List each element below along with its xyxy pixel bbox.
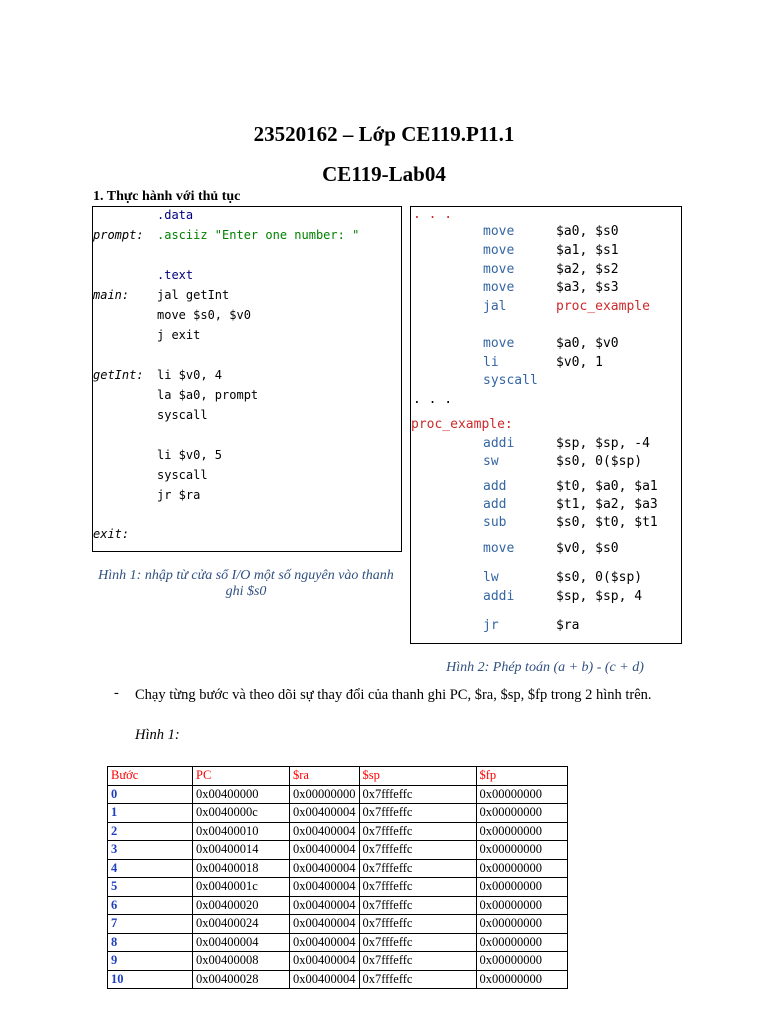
code-args: $a3, $s3 (556, 280, 619, 295)
table-cell: 0x00400004 (290, 915, 360, 934)
page-subtitle: CE119-Lab04 (322, 162, 446, 186)
table-cell: 6 (108, 896, 193, 915)
table-row (108, 822, 568, 841)
table-cell: 1 (108, 804, 193, 823)
code-op: move (483, 541, 515, 556)
table-cell: 0x0040000c (193, 804, 290, 823)
code-line: la $a0, prompt (157, 388, 259, 402)
code-op: jr (483, 618, 499, 633)
table-cell: 0x00400004 (290, 841, 360, 860)
section-heading: 1. Thực hành với thủ tục (93, 189, 241, 204)
col-header-fp: $fp (476, 767, 567, 786)
code-op: sw (483, 454, 499, 469)
table-cell: 7 (108, 915, 193, 934)
table-cell: 0x00400004 (290, 933, 360, 952)
code-label: main: (93, 288, 130, 302)
code-op: move (483, 224, 515, 239)
table-cell: 0x00000000 (476, 859, 567, 878)
code-line: li $v0, 5 (157, 448, 223, 462)
table-cell: 9 (108, 952, 193, 971)
code-op: move (483, 243, 515, 258)
code-args: $sp, $sp, 4 (556, 589, 643, 604)
col-header-step: Bước (108, 767, 193, 786)
table-cell: 0x00400004 (290, 952, 360, 971)
table-row (108, 896, 568, 915)
code-label: getInt: (93, 368, 144, 382)
code-line: syscall (157, 468, 208, 482)
code-args: $s0, 0($sp) (556, 454, 643, 469)
page-title: 23520162 – Lớp CE119.P11.1 (253, 122, 515, 146)
code-line: move $s0, $v0 (157, 308, 251, 322)
bullet-marker: - (114, 685, 119, 701)
col-header-sp: $sp (359, 767, 476, 786)
table-cell: 0x00000000 (476, 915, 567, 934)
code-op: add (483, 497, 507, 512)
table-cell: 0x7fffeffc (359, 915, 476, 934)
code-args: $ra (556, 618, 580, 633)
table-cell: 8 (108, 933, 193, 952)
code-args: $a2, $s2 (556, 262, 619, 277)
table-row (108, 859, 568, 878)
code-args: $sp, $sp, -4 (556, 436, 650, 451)
table-cell: 0x00400004 (290, 804, 360, 823)
code-line: syscall (157, 408, 208, 422)
code-args: $t0, $a0, $a1 (556, 479, 658, 494)
code-op: syscall (483, 373, 538, 388)
bullet-text: Chạy từng bước và theo dõi sự thay đổi của thanh ghi PC, $ra, $sp, $fp trong 2 hình trên. (135, 687, 652, 703)
code-ellipsis: . . . (413, 392, 453, 407)
table-header-row (108, 767, 568, 786)
code-op: addi (483, 436, 515, 451)
table-cell: 0x00000000 (290, 785, 360, 804)
table-row (108, 915, 568, 934)
code-op: sub (483, 515, 507, 530)
table-cell: 0x7fffeffc (359, 933, 476, 952)
table-cell: 0x00400004 (193, 933, 290, 952)
table-cell: 0x00000000 (476, 822, 567, 841)
code-line: .asciiz "Enter one number: " (157, 228, 360, 242)
table-cell: 0x00000000 (476, 841, 567, 860)
table-row (108, 878, 568, 897)
table-cell: 0x00400018 (193, 859, 290, 878)
code-args: $a0, $s0 (556, 224, 619, 239)
code-line: li $v0, 4 (157, 368, 223, 382)
table-cell: 0x00400004 (290, 970, 360, 989)
code-op: jal (483, 299, 507, 314)
col-header-ra: $ra (290, 767, 360, 786)
table-cell: 3 (108, 841, 193, 860)
figure1-code-box (92, 206, 402, 552)
table-cell: 0x00400024 (193, 915, 290, 934)
figure2-caption: Hình 2: Phép toán (a + b) - (c + d) (446, 660, 644, 675)
table-row (108, 952, 568, 971)
col-header-pc: PC (193, 767, 290, 786)
code-op: addi (483, 589, 515, 604)
code-args: $v0, 1 (556, 355, 603, 370)
code-op: move (483, 280, 515, 295)
table-cell: 0x00400010 (193, 822, 290, 841)
code-op: lw (483, 570, 499, 585)
table-cell: 0x7fffeffc (359, 804, 476, 823)
code-line: j exit (157, 328, 201, 342)
table-cell: 0x00400014 (193, 841, 290, 860)
table-cell: 0x00000000 (476, 785, 567, 804)
code-ellipsis: . . . (413, 207, 453, 222)
code-op: add (483, 479, 507, 494)
table-cell: 0x7fffeffc (359, 970, 476, 989)
table-cell: 0x00000000 (476, 896, 567, 915)
table-cell: 0x00000000 (476, 933, 567, 952)
code-args: $a0, $v0 (556, 336, 619, 351)
figure1-caption: Hình 1: nhập từ cửa sổ I/O một số nguyên vào thanh ghi $s0 (98, 568, 394, 599)
code-args: $t1, $a2, $a3 (556, 497, 658, 512)
code-args: $a1, $s1 (556, 243, 619, 258)
table-cell: 0x00400004 (290, 822, 360, 841)
table-cell: 0x00000000 (476, 878, 567, 897)
bullet-sublabel: Hình 1: (135, 727, 180, 743)
code-label: prompt: (93, 228, 144, 242)
table-row (108, 841, 568, 860)
code-label: exit: (93, 527, 130, 541)
code-line: jal getInt (157, 288, 230, 302)
table-cell: 0x00400028 (193, 970, 290, 989)
table-cell: 0x00400020 (193, 896, 290, 915)
table-cell: 0x7fffeffc (359, 878, 476, 897)
table-cell: 0x7fffeffc (359, 952, 476, 971)
code-label: proc_example: (411, 417, 513, 432)
table-cell: 0x7fffeffc (359, 822, 476, 841)
table-cell: 0x7fffeffc (359, 859, 476, 878)
table-row (108, 933, 568, 952)
table-cell: 0x00000000 (476, 804, 567, 823)
table-cell: 5 (108, 878, 193, 897)
code-op: li (483, 355, 499, 370)
table-cell: 4 (108, 859, 193, 878)
code-args: proc_example (556, 299, 650, 314)
table-cell: 0x00000000 (476, 952, 567, 971)
table-cell: 0 (108, 785, 193, 804)
table-row (108, 970, 568, 989)
table-cell: 10 (108, 970, 193, 989)
table-row (108, 785, 568, 804)
code-line: .text (157, 268, 194, 282)
code-args: $v0, $s0 (556, 541, 619, 556)
table-cell: 0x00400000 (193, 785, 290, 804)
figure2-code-box (410, 206, 682, 644)
register-table (107, 766, 568, 989)
code-line: .data (157, 208, 194, 222)
code-args: $s0, $t0, $t1 (556, 515, 658, 530)
table-cell: 2 (108, 822, 193, 841)
table-row (108, 804, 568, 823)
table-cell: 0x0040001c (193, 878, 290, 897)
code-op: move (483, 336, 515, 351)
code-args: $s0, 0($sp) (556, 570, 643, 585)
table-cell: 0x00400004 (290, 878, 360, 897)
code-line: jr $ra (157, 488, 201, 502)
table-cell: 0x00000000 (476, 970, 567, 989)
code-op: move (483, 262, 515, 277)
table-cell: 0x7fffeffc (359, 896, 476, 915)
table-cell: 0x7fffeffc (359, 841, 476, 860)
table-cell: 0x7fffeffc (359, 785, 476, 804)
table-cell: 0x00400004 (290, 896, 360, 915)
table-cell: 0x00400004 (290, 859, 360, 878)
table-cell: 0x00400008 (193, 952, 290, 971)
